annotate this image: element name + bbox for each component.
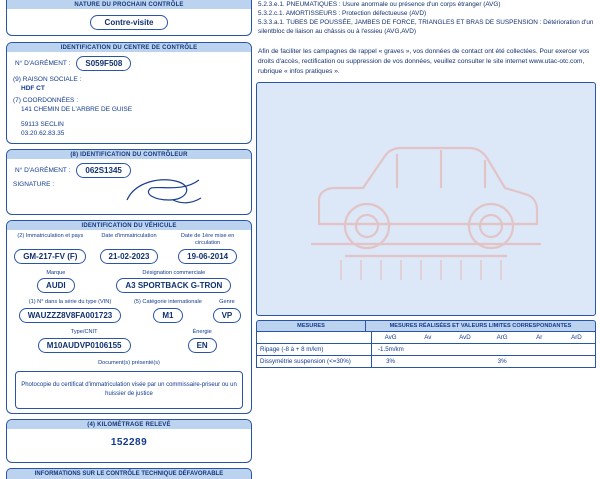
vehicle-row2-headers — [7, 267, 251, 277]
vehicle-row1-headers — [7, 230, 251, 247]
header-designation: Désignation commerciale — [142, 269, 206, 276]
measures-column-headers — [256, 332, 596, 344]
header-date-1ere: Date de 1ère mise en circulation — [180, 232, 235, 246]
control-center-box — [6, 42, 252, 144]
signature-icon — [121, 174, 211, 214]
col-ar: Ar — [536, 334, 543, 342]
measure-value — [446, 360, 483, 364]
value-date-immat: 21-02-2023 — [100, 249, 159, 264]
header-marque: Marque — [46, 269, 66, 276]
center-phone: 03.20.62.83.35 — [21, 130, 65, 138]
value-energie: EN — [188, 338, 217, 353]
value-vin: WAUZZZ8V8FA001723 — [19, 308, 121, 323]
measure-name: Dissymétrie suspension (<=30%) — [257, 356, 372, 367]
kilometrage-banner: (4) KILOMÉTRAGE RELEVÉ — [7, 420, 251, 429]
measures-header — [256, 320, 596, 332]
header-genre: Genre — [219, 299, 235, 306]
recall-campaign-paragraph: Afin de faciliter les campagnes de rappel « graves », vos données de contact ont été collectées. Pour exercer vos droits d'accès, rectification ou suppression de vos données, veuillez consulter le site internet www.utac-otc.com, rubrique « infos pratiques ». — [258, 48, 590, 76]
measures-row — [256, 344, 596, 356]
vehicle-row3-headers — [7, 296, 251, 306]
signature-area — [7, 180, 251, 210]
vehicle-row3-values — [7, 306, 251, 326]
value-marque: AUDI — [37, 278, 75, 293]
vehicle-row4-values — [7, 336, 251, 356]
defect-item: 5.3.3.a.1. TUBES DE POUSSÉE, JAMBES DE FORCE, TRIANGLES ET BRAS DE SUSPENSION : Détérioration d'un silentbloc de liaison au châssis ou à l'essieu (AVG,AVD) — [258, 19, 594, 36]
measure-value — [523, 348, 559, 352]
measure-value — [409, 360, 446, 364]
header-immat: (2) Immatriculation et pays — [17, 232, 84, 239]
measure-value — [414, 348, 450, 352]
signature-label: SIGNATURE : — [13, 180, 55, 188]
center-details — [7, 73, 251, 139]
unfavorable-control-banner: INFORMATIONS SUR LE CONTRÔLE TECHNIQUE DÉFAVORABLE — [6, 468, 252, 479]
defects-list — [256, 0, 596, 40]
coordonnees-label: (7) COORDONNÉES : — [13, 96, 79, 104]
col-avd: AvD — [459, 334, 471, 342]
header-energie: Énergie — [192, 329, 212, 336]
stamp-watermark-area — [256, 82, 596, 316]
value-designation: A3 SPORTBACK G-TRON — [116, 278, 231, 293]
measure-value — [559, 348, 595, 352]
value-genre: VP — [213, 308, 242, 323]
documents-value: Photocopie du certificat d'immatriculation visée par un commissaire-priseur ou un huissier de justice — [15, 371, 243, 409]
measure-value: 3% — [497, 358, 507, 366]
header-date-immat: Date d'immatriculation — [101, 232, 157, 239]
measures-label: MESURES — [257, 321, 366, 331]
defect-item: 5.3.2.c.1. AMORTISSEURS : Protection défectueuse (AVD) — [258, 10, 427, 18]
vehicle-row4-headers — [7, 326, 251, 336]
measures-row — [256, 356, 596, 368]
col-avg: AvG — [384, 334, 397, 342]
address-line2: 59113 SECLIN — [21, 120, 64, 128]
kilometrage-box — [6, 419, 252, 463]
col-arg: ArG — [496, 334, 508, 342]
measure-value: 3% — [386, 358, 396, 366]
col-ard: ArD — [571, 334, 582, 342]
controller-box — [6, 149, 252, 215]
vehicle-row2-values — [7, 276, 251, 296]
value-type-cnit: M10AUDVP0106155 — [38, 338, 131, 353]
header-vin: (1) N° dans la série du type (VIN) — [28, 299, 112, 306]
vehicle-row1-values — [7, 247, 251, 267]
left-column — [6, 0, 252, 478]
center-agrement-value: S059F508 — [76, 56, 131, 71]
value-immat: GM-217-FV (F) — [14, 249, 86, 264]
measure-name: Ripage (-8 à + 8 m/km) — [257, 344, 372, 355]
next-control-value: Contre-visite — [90, 15, 169, 30]
measure-value — [450, 348, 486, 352]
controller-banner: (8) IDENTIFICATION DU CONTRÔLEUR — [7, 150, 251, 159]
value-categorie: M1 — [153, 308, 182, 323]
measures-title: MESURES RÉALISÉES ET VALEURS LIMITES CORRESPONDANTES — [389, 323, 572, 330]
value-date-1ere: 19-06-2014 — [178, 249, 237, 264]
raison-sociale-label: (9) RAISON SOCIALE : — [13, 76, 82, 83]
header-categorie: (5) Catégorie internationale — [134, 299, 202, 306]
car-watermark-icon — [301, 104, 551, 294]
col-av: Av — [424, 334, 432, 342]
control-center-banner: IDENTIFICATION DU CENTRE DE CONTRÔLE — [7, 43, 251, 52]
address-line1: 141 CHEMIN DE L'ARBRE DE GUISE — [21, 106, 133, 114]
measure-value — [487, 348, 523, 352]
controller-agrement-label: N° D'AGRÉMENT : — [15, 166, 71, 174]
header-documents: Document(s) présenté(s) — [98, 360, 160, 367]
documents-header-row — [7, 356, 251, 367]
vehicle-identification-box — [6, 220, 252, 415]
raison-sociale-value: HDF CT — [21, 85, 45, 93]
kilometrage-value: 152289 — [110, 437, 148, 449]
next-control-banner: NATURE DU PROCHAIN CONTRÔLE — [7, 0, 251, 9]
measure-value: -1.5m/km — [378, 346, 404, 354]
right-column — [256, 0, 596, 470]
defect-item: 5.2.3.e.1. PNEUMATIQUES : Usure anormale ou présence d'un corps étranger (AVG) — [258, 1, 501, 8]
measures-col-spacer — [257, 332, 372, 343]
header-type-cnit: Type/CNIT — [70, 329, 98, 336]
measure-value — [558, 360, 595, 364]
controller-agrement-value: 062S1345 — [76, 163, 130, 178]
center-agrement-label: N° D'AGRÉMENT : — [15, 60, 71, 67]
next-control-box — [6, 0, 252, 36]
measure-value — [521, 360, 558, 364]
center-agrement-row — [7, 52, 251, 73]
vehicle-banner: IDENTIFICATION DU VÉHICULE — [7, 221, 251, 230]
